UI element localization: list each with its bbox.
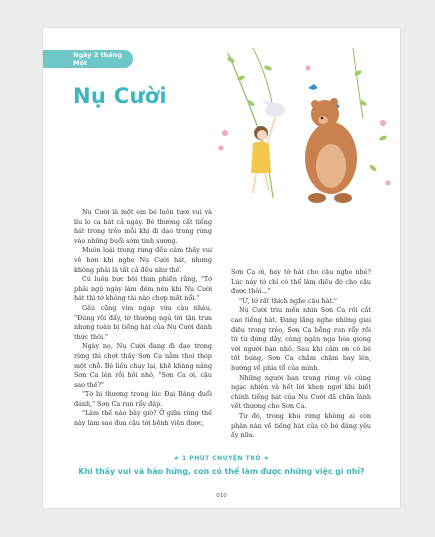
book-page [43, 28, 400, 508]
paragraph: Cú luôn bực bội than phiền rằng, "Tớ phải ngủ ngày làm đêm nên khi Nụ Cười hát thì tớ không tài nào chợp mắt nổi." [74, 275, 212, 303]
paragraph: Từ đó, trong khu rừng không ai còn phàn nàn về tiếng hát của cô bé đáng yêu ấy nữa. [231, 411, 371, 440]
paragraph: Sơn Ca ơi, hay tớ hát cho cậu nghe nhé? Lúc này tớ chỉ có thể làm điều đó cho cậu được thôi..." [231, 268, 371, 296]
tip-heading: ★ 1 PHÚT CHUYỆN TRÒ ★ [173, 455, 270, 462]
paragraph: Gấu cũng vừa ngáp vừa càu nhàu, "Đúng rồi đấy, tớ thường ngủ tới tận trưa nhưng toàn bị tiếng hát của Nụ Cười đánh thức thôi." [74, 303, 212, 341]
story-title: Nụ Cười [73, 84, 167, 108]
star-icon: ★ [260, 455, 270, 462]
story-illustration [213, 48, 393, 208]
paragraph: Nụ Cười là một em bé luôn tươi vui và líu lo ca hát cả ngày. Bé thường cất tiếng hát trong trẻo mỗi khi đi dạo trong rừng vào những buổi sớm tinh sương. [74, 208, 212, 245]
paragraph: Những người bạn trong rừng vô cùng ngạc nhiên và hết lời khen ngợi khi biết chính tiếng hát của Nụ Cười đã chữa lành vết thương cho Sơn Ca. [231, 373, 371, 411]
text-column-left [74, 208, 212, 429]
paragraph: "Làm thế nào bây giờ? Ở giữa rừng thế này làm sao đưa cậu tới bệnh viện được, [74, 409, 212, 428]
star-icon: ★ [173, 455, 183, 462]
paragraph: Ngày nọ, Nụ Cười đang đi dạo trong rừng thì chợt thấy Sơn Ca nằm thoi thóp một chỗ. Bé liền chạy lại, khẽ khàng nâng Sơn Ca lên rồi hỏi nhỏ, "Sơn Ca ơi, cậu sao thế?" [74, 342, 212, 389]
paragraph: Muôn loài trong rừng đều cảm thấy vui vẻ hơn khi nghe Nụ Cười hát, nhưng không phải là tất cả đều như thế. [74, 246, 212, 274]
paragraph: "Ừ, tớ rất thích nghe cậu hát." [239, 296, 337, 305]
text-column-right [231, 268, 371, 441]
date-tab: Ngày 2 tháng Một [43, 50, 133, 68]
tip-question: Khi thấy vui và hào hứng, con có thể làm được những việc gì nhỉ? [78, 467, 365, 476]
paragraph: Nụ Cười trìu mến nhìn Sơn Ca rồi cất cao tiếng hát. Đang lắng nghe những giai điệu trong trẻo, Sơn Ca bỗng run rẩy rồi từ từ đứng dậy, cùng ngân nga hòa giọng với người bạn nhỏ. Sau khi cảm ơn cô bé tốt bụng, Sơn Ca chầm chậm bay lên, hướng về phía tổ của mình. [231, 306, 371, 372]
paragraph: "Tớ bị thương trong lúc Đại Bàng đuổi đánh," Sơn Ca run rẩy đáp. [74, 390, 212, 408]
page-number: 010 [216, 493, 227, 499]
